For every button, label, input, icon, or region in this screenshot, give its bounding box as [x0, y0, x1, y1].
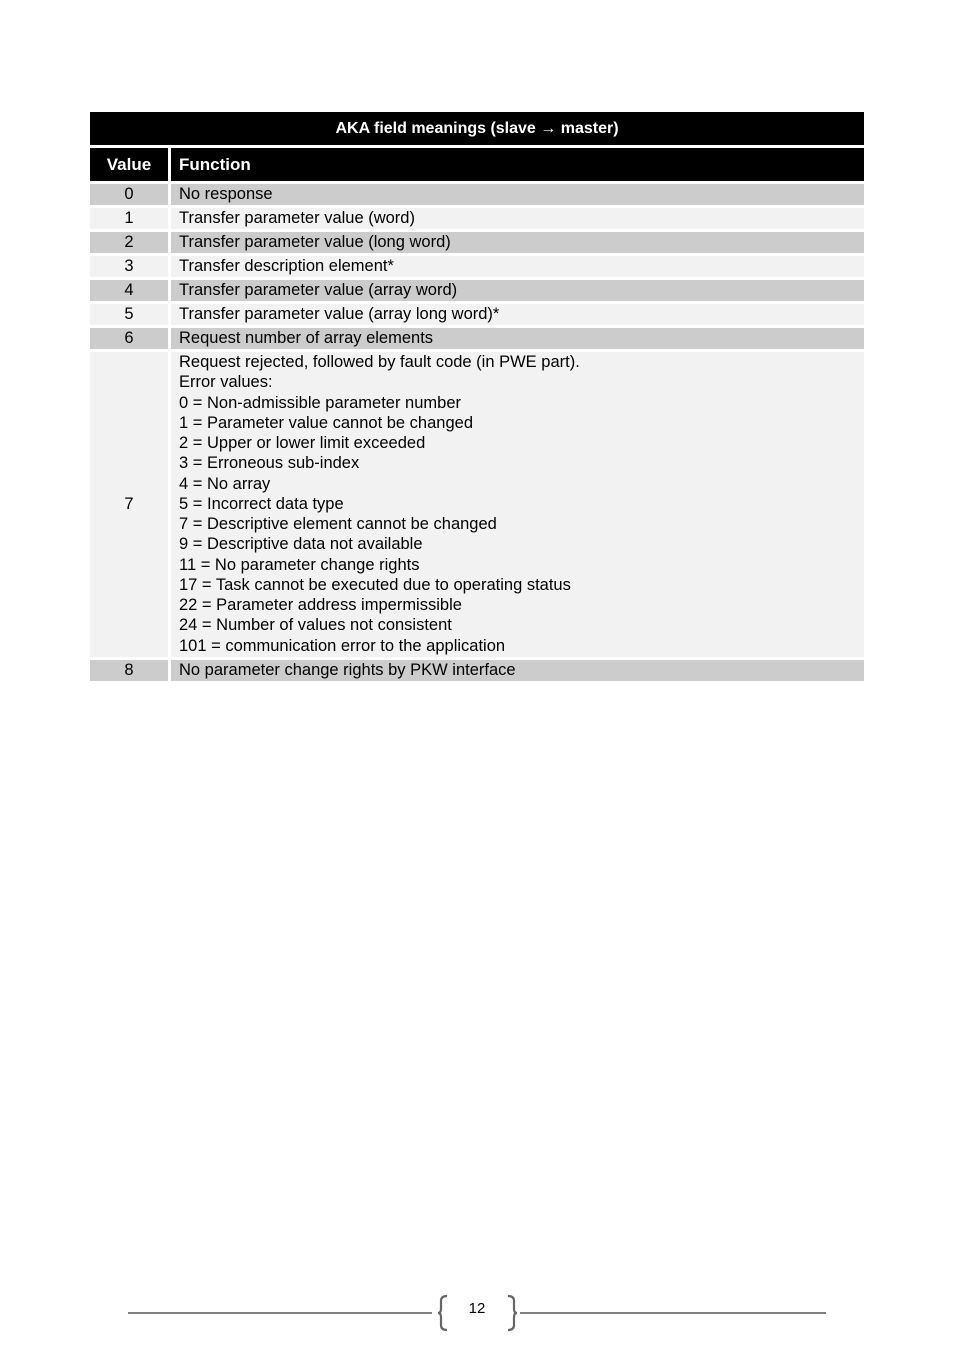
page-number: 12: [468, 1300, 486, 1317]
error-value-line: 7 = Descriptive element cannot be changed: [179, 515, 497, 533]
right-brace-icon: [505, 1294, 519, 1332]
error-value-line: 3 = Erroneous sub-index: [179, 454, 360, 473]
row-function: Request number of array elements: [171, 328, 864, 349]
table-row: [90, 280, 864, 301]
row-function: No parameter change rights by PKW interface: [171, 660, 864, 681]
table-row: [90, 328, 864, 349]
row-value: 8: [90, 660, 168, 681]
table-row: [90, 352, 864, 657]
row-value: 2: [90, 232, 168, 253]
table-header-row: [90, 148, 864, 181]
table-row: [90, 304, 864, 325]
page-footer: [0, 1290, 954, 1334]
table-row: [90, 208, 864, 229]
row-function-multiline: [171, 352, 864, 657]
row-value: 0: [90, 184, 168, 205]
error-value-line: 22 = Parameter address impermissible: [179, 596, 462, 614]
row-value: 5: [90, 304, 168, 325]
footer-rule-right: [520, 1312, 826, 1314]
row-function: Transfer parameter value (word): [171, 208, 864, 229]
error-value-line: 2 = Upper or lower limit exceeded: [179, 434, 426, 452]
table-row: [90, 184, 864, 205]
table-row: [90, 256, 864, 277]
error-value-line: 24 = Number of values not consistent: [179, 616, 452, 635]
error-value-line: 17 = Task cannot be executed due to operating status: [179, 575, 571, 594]
row-function: Transfer description element*: [171, 256, 864, 277]
row-function: Transfer parameter value (array word): [171, 280, 864, 301]
row-function: Transfer parameter value (long word): [171, 232, 864, 253]
error-value-line: 101 = communication error to the application: [179, 636, 506, 655]
row-function: Transfer parameter value (array long word)*: [171, 304, 864, 325]
header-value: Value: [90, 148, 168, 181]
error-value-line: 0 = Non-admissible parameter number: [179, 393, 462, 412]
row-function-line: Request rejected, followed by fault code (in PWE part).: [179, 353, 580, 371]
footer-rule-left: [128, 1312, 432, 1314]
left-brace-icon: [436, 1294, 450, 1332]
error-value-line: 9 = Descriptive data not available: [179, 535, 423, 554]
row-value: 7: [90, 352, 168, 657]
row-value: 1: [90, 208, 168, 229]
table-row: [90, 660, 864, 681]
aka-field-table: [90, 112, 864, 681]
error-value-line: 4 = No array: [179, 474, 271, 493]
error-value-line: 11 = No parameter change rights: [179, 555, 420, 574]
row-value: 3: [90, 256, 168, 277]
error-value-line: 1 = Parameter value cannot be changed: [179, 413, 473, 432]
error-value-line: 5 = Incorrect data type: [179, 494, 344, 513]
table-row: [90, 232, 864, 253]
row-value: 6: [90, 328, 168, 349]
header-function: Function: [171, 148, 864, 181]
row-function: No response: [171, 184, 864, 205]
row-function-line: Error values:: [179, 373, 273, 392]
row-value: 4: [90, 280, 168, 301]
table-title: AKA field meanings (slave → master): [90, 112, 864, 145]
